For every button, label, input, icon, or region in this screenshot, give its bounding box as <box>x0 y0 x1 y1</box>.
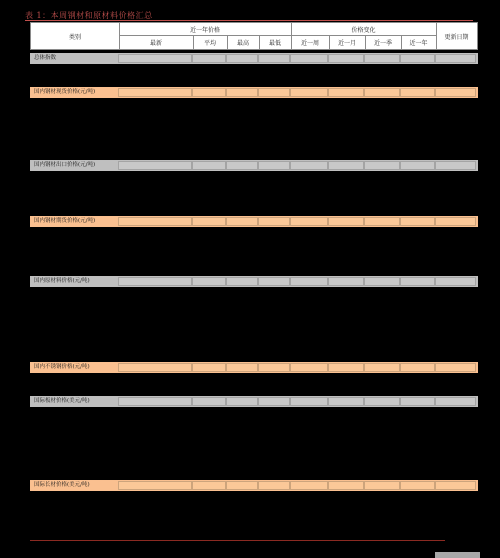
header-average: 平均 <box>203 40 216 47</box>
band-cell <box>192 363 226 372</box>
band-cell <box>118 88 192 97</box>
band-cell <box>400 397 435 406</box>
band-cell <box>290 277 328 286</box>
band-cell <box>290 481 328 490</box>
section-label: 国内钢材期货价格(元/吨) <box>34 218 96 224</box>
band-cell <box>258 363 290 372</box>
band-cell <box>328 88 364 97</box>
band-cell <box>290 88 328 97</box>
section-label: 国内不锈钢价格(元/吨) <box>34 364 90 370</box>
footer-divider <box>30 540 445 541</box>
band-cell <box>364 217 400 226</box>
title-divider <box>25 20 473 21</box>
band-cell <box>290 217 328 226</box>
band-cell <box>192 481 226 490</box>
band-cell <box>328 397 364 406</box>
header-price-change: 价格变化 <box>351 26 376 34</box>
footer-mark <box>435 552 480 558</box>
header-quarter: 近一季 <box>373 40 392 47</box>
band-cell <box>192 217 226 226</box>
band-cell <box>258 277 290 286</box>
section-domestic-raw-materials <box>30 276 478 287</box>
band-cell <box>258 217 290 226</box>
band-cell <box>258 54 290 63</box>
section-intl-long <box>30 480 478 491</box>
band-cell <box>226 277 258 286</box>
band-cell <box>400 277 435 286</box>
band-cell <box>258 397 290 406</box>
section-domestic-spot <box>30 87 478 98</box>
header-latest: 最新 <box>149 40 162 47</box>
band-cell <box>364 397 400 406</box>
band-cell <box>192 397 226 406</box>
band-cell <box>192 54 226 63</box>
band-cell <box>364 161 400 170</box>
band-cell <box>364 88 400 97</box>
band-cell <box>435 88 476 97</box>
header-category: 类别 <box>68 33 81 41</box>
band-cell <box>290 363 328 372</box>
band-cell <box>400 88 435 97</box>
band-cell <box>364 277 400 286</box>
band-cell <box>118 54 192 63</box>
band-cell <box>290 54 328 63</box>
band-cell <box>290 161 328 170</box>
band-cell <box>328 363 364 372</box>
band-cell <box>290 397 328 406</box>
band-cell <box>328 277 364 286</box>
band-cell <box>192 88 226 97</box>
section-intl-plate <box>30 396 478 407</box>
band-cell <box>400 481 435 490</box>
section-label: 国际长材价格(美元/吨) <box>34 482 90 488</box>
band-cell <box>328 217 364 226</box>
band-cell <box>435 54 476 63</box>
band-cell <box>400 54 435 63</box>
section-label: 国内钢材现货价格(元/吨) <box>34 89 96 95</box>
band-cell <box>258 481 290 490</box>
band-cell <box>400 363 435 372</box>
band-cell <box>258 88 290 97</box>
band-cell <box>118 217 192 226</box>
band-cell <box>435 397 476 406</box>
band-cell <box>192 277 226 286</box>
band-cell <box>364 481 400 490</box>
band-cell <box>400 161 435 170</box>
header-year: 近一年 <box>409 40 428 47</box>
band-cell <box>118 363 192 372</box>
band-cell <box>328 54 364 63</box>
band-cell <box>118 481 192 490</box>
band-cell <box>226 397 258 406</box>
section-domestic-stainless <box>30 362 478 373</box>
header-highest: 最高 <box>236 40 249 47</box>
band-cell <box>400 217 435 226</box>
header-one-year-price: 近一年价格 <box>189 26 220 34</box>
table-header <box>30 22 478 50</box>
section-label: 国内钢材出口价格(元/吨) <box>34 162 96 168</box>
band-cell <box>435 277 476 286</box>
header-month: 近一月 <box>337 40 356 47</box>
section-label: 国内原材料价格(元/吨) <box>34 278 90 284</box>
band-cell <box>364 54 400 63</box>
section-domestic-futures <box>30 216 478 227</box>
band-cell <box>226 217 258 226</box>
band-cell <box>435 363 476 372</box>
band-cell <box>226 481 258 490</box>
header-week: 近一周 <box>300 40 319 47</box>
section-label: 总体指数 <box>34 55 57 61</box>
band-cell <box>226 54 258 63</box>
band-cell <box>328 161 364 170</box>
band-cell <box>226 161 258 170</box>
band-cell <box>226 363 258 372</box>
band-cell <box>118 161 192 170</box>
band-cell <box>435 161 476 170</box>
header-update-date: 更新日期 <box>444 33 469 41</box>
table-title: 表 1：本周钢材和原材料价格汇总 <box>25 11 153 20</box>
section-label: 国际板材价格(美元/吨) <box>34 398 90 404</box>
band-cell <box>118 277 192 286</box>
band-cell <box>118 397 192 406</box>
band-cell <box>364 363 400 372</box>
band-cell <box>192 161 226 170</box>
band-cell <box>258 161 290 170</box>
header-lowest: 最低 <box>268 40 281 47</box>
band-cell <box>435 217 476 226</box>
band-cell <box>226 88 258 97</box>
band-cell <box>435 481 476 490</box>
section-domestic-export <box>30 160 478 171</box>
band-cell <box>328 481 364 490</box>
section-overall-index <box>30 53 478 64</box>
